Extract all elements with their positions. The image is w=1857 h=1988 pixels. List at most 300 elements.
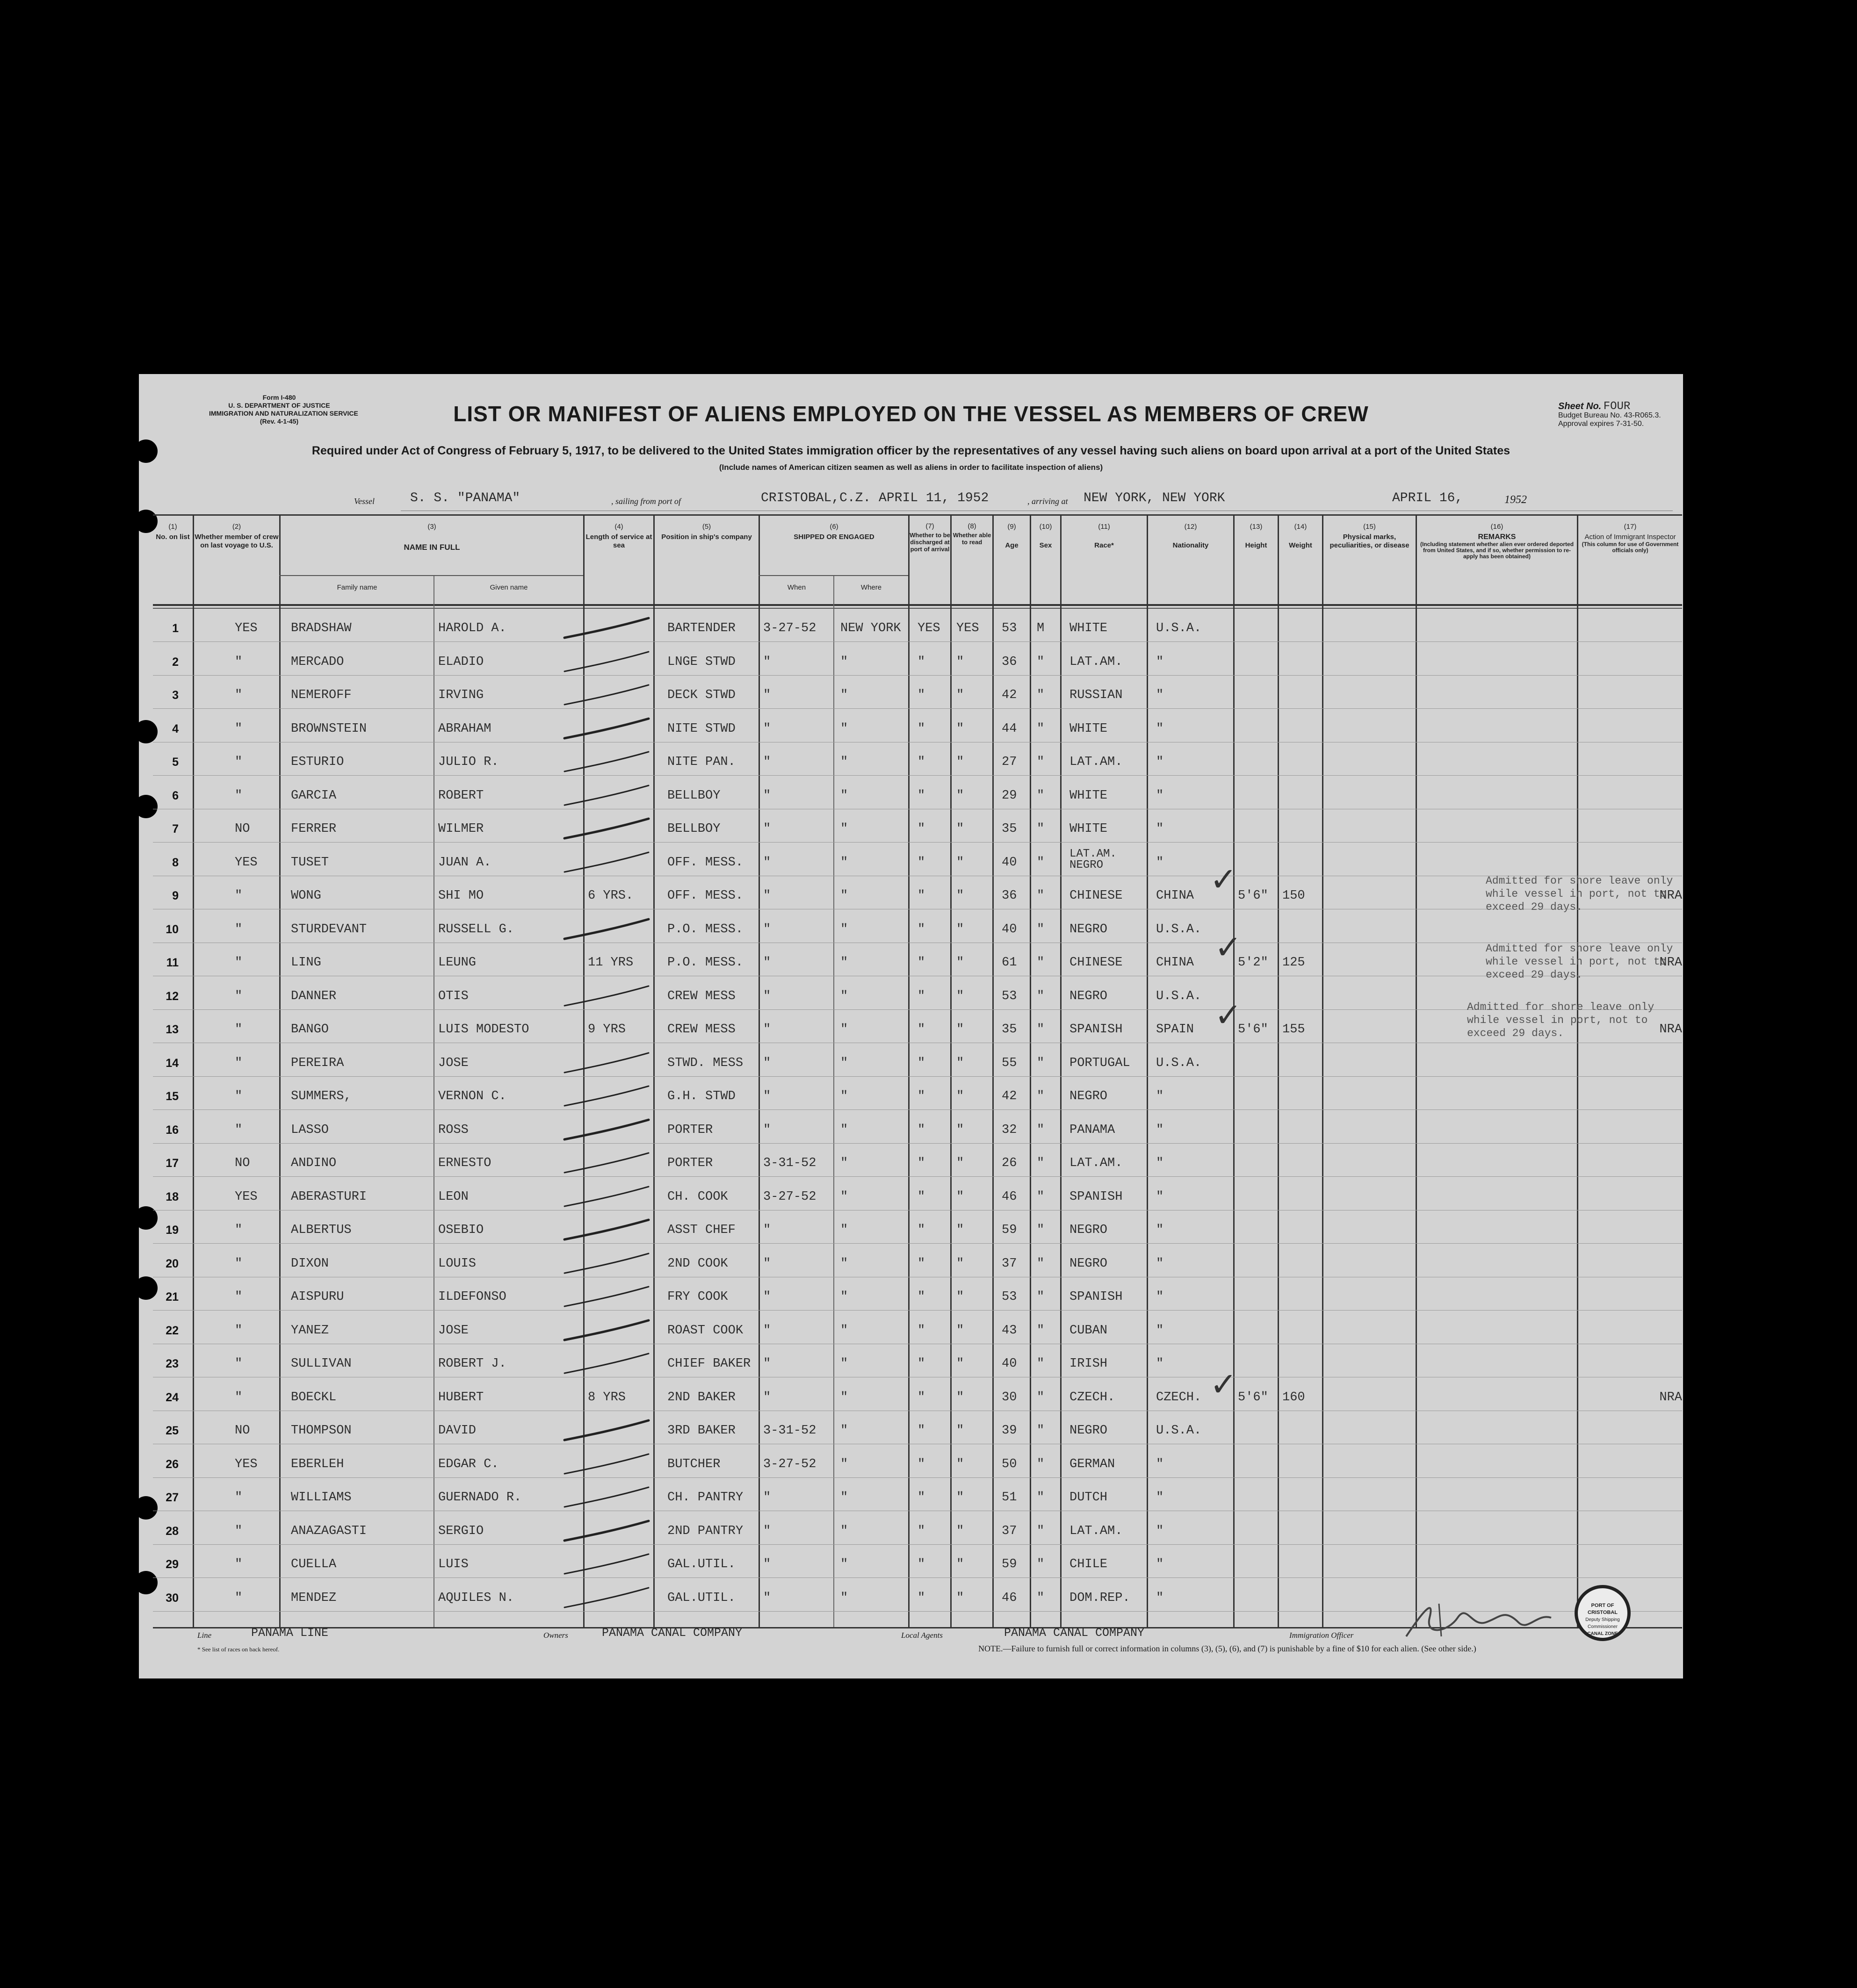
discharged-cell: " (918, 1123, 925, 1137)
given-name-cell: IRVING (438, 688, 484, 702)
shipped-where-cell: " (840, 755, 848, 769)
shipped-where-cell: " (840, 822, 848, 836)
row-number: 3 (172, 689, 179, 702)
discharged-cell: " (918, 788, 925, 803)
given-name-cell: EDGAR C. (438, 1457, 499, 1471)
age-cell: 35 (1002, 1023, 1017, 1037)
shipped-where-cell: " (840, 1290, 848, 1304)
position-cell: PORTER (667, 1156, 713, 1170)
race-cell: CHINESE (1069, 956, 1123, 970)
row-number: 19 (166, 1224, 179, 1237)
sex-cell: " (1037, 889, 1045, 903)
position-cell: BELLBOY (667, 788, 721, 803)
family-name-cell: ABERASTURI (291, 1189, 367, 1204)
checkmark-icon: ✓ (1210, 1365, 1237, 1404)
row-number: 24 (166, 1390, 179, 1404)
race-cell: NEGRO (1069, 989, 1108, 1003)
shipped-when-cell: " (763, 889, 771, 903)
agents-value: PANAMA CANAL COMPANY (1004, 1626, 1145, 1640)
discharged-cell: " (918, 1424, 925, 1438)
row-number: 21 (166, 1290, 179, 1304)
row-number: 17 (166, 1157, 179, 1170)
nationality-cell: " (1156, 788, 1164, 803)
prev-voyage-cell: " (235, 1357, 243, 1371)
document-subnote: (Include names of American citizen seamen as well as aliens in order to facilitate inspection of aliens) (719, 463, 1103, 472)
nationality-cell: SPAIN (1156, 1023, 1194, 1037)
family-name-cell: WILLIAMS (291, 1491, 352, 1505)
family-name-cell: TUSET (291, 855, 329, 870)
row-number: 18 (166, 1190, 179, 1203)
shipped-where-cell: " (840, 1323, 848, 1338)
race-cell: WHITE (1069, 721, 1108, 736)
race-cell: GERMAN (1069, 1457, 1115, 1471)
row-number: 29 (166, 1558, 179, 1571)
sex-cell: " (1037, 1256, 1045, 1271)
prev-voyage-cell: " (235, 1591, 243, 1605)
row-rule (153, 775, 1682, 776)
sex-cell: " (1037, 755, 1045, 769)
read-cell: " (956, 1491, 964, 1505)
pen-stroke (560, 715, 653, 743)
position-cell: BARTENDER (667, 621, 736, 635)
sex-cell: " (1037, 1591, 1045, 1605)
discharged-cell: " (918, 1223, 925, 1237)
age-cell: 46 (1002, 1591, 1017, 1605)
shipped-where-cell: " (840, 1189, 848, 1204)
shipped-where-cell: " (840, 721, 848, 736)
row-rule (153, 1076, 1682, 1077)
position-cell: 3RD BAKER (667, 1424, 736, 1438)
nationality-cell: U.S.A. (1156, 621, 1202, 635)
row-rule (153, 1176, 1682, 1177)
prev-voyage-cell: " (235, 1390, 243, 1405)
age-cell: 26 (1002, 1156, 1017, 1170)
shipped-when-cell: " (763, 688, 771, 702)
nationality-cell: U.S.A. (1156, 989, 1202, 1003)
weight-cell: 150 (1282, 889, 1305, 903)
family-name-cell: ESTURIO (291, 755, 344, 769)
race-cell: LAT.AM. (1069, 1156, 1123, 1170)
prev-voyage-cell: " (235, 922, 243, 936)
sex-cell: " (1037, 788, 1045, 803)
age-cell: 32 (1002, 1123, 1017, 1137)
read-cell: " (956, 889, 964, 903)
shipped-when-cell: " (763, 1089, 771, 1103)
prev-voyage-cell: " (235, 721, 243, 736)
row-number: 1 (172, 622, 179, 635)
position-cell: STWD. MESS (667, 1056, 744, 1070)
read-cell: " (956, 1123, 964, 1137)
sex-cell: " (1037, 1156, 1045, 1170)
read-cell: " (956, 1524, 964, 1538)
nationality-cell: " (1156, 1123, 1164, 1137)
shipped-where-cell: " (840, 1156, 848, 1170)
shipped-where-cell: " (840, 1089, 848, 1103)
sex-cell: " (1037, 1056, 1045, 1070)
sex-cell: " (1037, 1089, 1045, 1103)
position-cell: 2ND BAKER (667, 1390, 736, 1405)
prev-voyage-cell: " (235, 1290, 243, 1304)
shipped-where-cell: " (840, 855, 848, 870)
prev-voyage-cell: " (235, 889, 243, 903)
given-name-cell: LEUNG (438, 956, 477, 970)
sex-cell: " (1037, 688, 1045, 702)
given-name-cell: AQUILES N. (438, 1591, 514, 1605)
family-name-cell: EBERLEH (291, 1457, 344, 1471)
prev-voyage-cell: " (235, 688, 243, 702)
prev-voyage-cell: YES (235, 1189, 258, 1204)
discharged-cell: " (918, 1189, 925, 1204)
family-name-cell: PEREIRA (291, 1056, 344, 1070)
row-number: 23 (166, 1357, 179, 1370)
col-header-action: (17) Action of Immigrant Inspector (This column for use of Government officials only) (1582, 523, 1679, 554)
row-number: 26 (166, 1457, 179, 1471)
punch-hole (134, 1496, 158, 1520)
position-cell: CH. COOK (667, 1189, 728, 1204)
form-revision: (Rev. 4-1-45) (260, 418, 299, 425)
nationality-cell: CZECH. (1156, 1390, 1202, 1405)
given-name-cell: HUBERT (438, 1390, 484, 1405)
shipped-where-cell: " (840, 788, 848, 803)
discharged-cell: " (918, 721, 925, 736)
pen-stroke (560, 1550, 653, 1578)
read-cell: " (956, 855, 964, 870)
family-name-cell: ANAZAGASTI (291, 1524, 367, 1538)
shipped-where-cell: " (840, 956, 848, 970)
row-rule (153, 1310, 1682, 1311)
race-cell: SPANISH (1069, 1290, 1123, 1304)
row-number: 28 (166, 1524, 179, 1538)
read-cell: " (956, 1223, 964, 1237)
remark-row-11: Admitted for shore leave only while vessel in port, not to exceed 29 days. (1486, 943, 1673, 981)
shipped-when-cell: " (763, 956, 771, 970)
shipped-when-cell: 3-27-52 (763, 1189, 817, 1204)
age-cell: 61 (1002, 956, 1017, 970)
shipped-where-cell: " (840, 1491, 848, 1505)
pen-stroke (560, 1450, 653, 1478)
nationality-cell: " (1156, 1223, 1164, 1237)
checkmark-icon: ✓ (1214, 928, 1242, 966)
shipped-when-cell: " (763, 1023, 771, 1037)
remark-row-13: Admitted for shore leave only while vessel in port, not to exceed 29 days. (1467, 1001, 1655, 1039)
officer-signature (1397, 1590, 1575, 1646)
given-name-cell: LUIS MODESTO (438, 1023, 529, 1037)
service-cell: 11 YRS (588, 956, 634, 970)
race-cell: RUSSIAN (1069, 688, 1123, 702)
weight-cell: 160 (1282, 1390, 1305, 1405)
sheet-number-label: Sheet No. (1558, 401, 1602, 411)
prev-voyage-cell: " (235, 655, 243, 669)
read-cell: " (956, 1323, 964, 1338)
read-cell: YES (956, 621, 979, 635)
sheet-number-block (1558, 402, 1661, 428)
read-cell: " (956, 922, 964, 936)
discharged-cell: " (918, 755, 925, 769)
pen-stroke (560, 614, 653, 642)
race-cell: NEGRO (1069, 1424, 1108, 1438)
col-header-discharged: (7) Whether to be discharged at port of arrival (910, 522, 950, 553)
row-number: 10 (166, 922, 179, 936)
weight-cell: 155 (1282, 1023, 1305, 1037)
shipped-when-cell: " (763, 855, 771, 870)
port-of-cristobal-stamp: PORT OF CRISTOBAL Deputy Shipping Commissioner CANAL ZONE (1575, 1585, 1631, 1641)
line-value: PANAMA LINE (251, 1626, 329, 1640)
family-name-cell: DANNER (291, 989, 337, 1003)
shipped-where-cell: " (840, 922, 848, 936)
row-rule (153, 708, 1682, 709)
form-department: U. S. DEPARTMENT OF JUSTICE (228, 402, 330, 409)
discharged-cell: " (918, 1290, 925, 1304)
row-rule (153, 842, 1682, 843)
position-cell: ROAST COOK (667, 1323, 744, 1338)
given-name-cell: ILDEFONSO (438, 1290, 506, 1304)
pen-stroke (560, 915, 653, 944)
race-cell: DOM.REP. (1069, 1591, 1130, 1605)
position-cell: OFF. MESS. (667, 889, 744, 903)
row-number: 30 (166, 1591, 179, 1605)
read-cell: " (956, 1557, 964, 1571)
age-cell: 43 (1002, 1323, 1017, 1338)
immigration-officer-label: Immigration Officer (1289, 1631, 1354, 1640)
family-name-cell: MENDEZ (291, 1591, 337, 1605)
age-cell: 42 (1002, 1089, 1017, 1103)
service-cell: 8 YRS (588, 1390, 626, 1405)
age-cell: 27 (1002, 755, 1017, 769)
row-rule (153, 1477, 1682, 1478)
sex-cell: " (1037, 655, 1045, 669)
shipped-where-cell: " (840, 1591, 848, 1605)
race-cell: NEGRO (1069, 1223, 1108, 1237)
nationality-cell: " (1156, 1089, 1164, 1103)
family-name-cell: BROWNSTEIN (291, 721, 367, 736)
discharged-cell: " (918, 1390, 925, 1405)
shipped-when-cell: " (763, 655, 771, 669)
read-cell: " (956, 1591, 964, 1605)
sex-cell: " (1037, 1390, 1045, 1405)
shipped-when-cell: " (763, 1290, 771, 1304)
budget-bureau-no: Budget Bureau No. 43-R065.3. (1558, 411, 1661, 419)
race-cell: DUTCH (1069, 1491, 1108, 1505)
pen-stroke (560, 1584, 653, 1612)
race-cell: PANAMA (1069, 1123, 1115, 1137)
sex-cell: " (1037, 855, 1045, 870)
discharged-cell: " (918, 655, 925, 669)
read-cell: " (956, 721, 964, 736)
position-cell: GAL.UTIL. (667, 1557, 736, 1571)
race-cell: NEGRO (1069, 922, 1108, 936)
pen-stroke (560, 849, 653, 877)
shipped-when-cell: " (763, 822, 771, 836)
nationality-cell: " (1156, 1524, 1164, 1538)
discharged-cell: " (918, 956, 925, 970)
race-cell: CHILE (1069, 1557, 1108, 1571)
discharged-cell: " (918, 1357, 925, 1371)
nationality-cell: " (1156, 1591, 1164, 1605)
prev-voyage-cell: " (235, 788, 243, 803)
approval-expiry: Approval expires 7-31-50. (1558, 420, 1644, 428)
position-cell: NITE PAN. (667, 755, 736, 769)
race-cell: CHINESE (1069, 889, 1123, 903)
discharged-cell: " (918, 688, 925, 702)
col-header-sex: (10) Sex (1039, 523, 1052, 549)
shipped-when-cell: 3-31-52 (763, 1156, 817, 1170)
row-rule (153, 1109, 1682, 1110)
age-cell: 35 (1002, 822, 1017, 836)
race-cell: CUBAN (1069, 1323, 1108, 1338)
family-name-cell: FERRER (291, 822, 337, 836)
races-footnote: * See list of races on back hereof. (197, 1646, 280, 1653)
discharged-cell: " (918, 1256, 925, 1271)
nationality-cell: " (1156, 1557, 1164, 1571)
prev-voyage-cell: " (235, 956, 243, 970)
nationality-cell: " (1156, 721, 1164, 736)
position-cell: PORTER (667, 1123, 713, 1137)
discharged-cell: " (918, 1056, 925, 1070)
action-cell: NRA (1659, 889, 1682, 903)
position-cell: LNGE STWD (667, 655, 736, 669)
col-header-when: When (787, 583, 806, 591)
shipped-where-cell: " (840, 1390, 848, 1405)
nationality-cell: U.S.A. (1156, 1056, 1202, 1070)
shipped-when-cell: " (763, 922, 771, 936)
given-name-cell: HAROLD A. (438, 621, 506, 635)
prev-voyage-cell: " (235, 1256, 243, 1271)
discharged-cell: " (918, 1591, 925, 1605)
family-name-cell: THOMPSON (291, 1424, 352, 1438)
service-cell: 6 YRS. (588, 889, 634, 903)
nationality-cell: " (1156, 1189, 1164, 1204)
row-number: 6 (172, 789, 179, 802)
sex-cell: " (1037, 721, 1045, 736)
given-name-cell: WILMER (438, 822, 484, 836)
vessel-label: Vessel (354, 497, 375, 506)
nationality-cell: " (1156, 1290, 1164, 1304)
family-name-cell: YANEZ (291, 1323, 329, 1338)
shipped-where-cell: " (840, 1357, 848, 1371)
position-cell: CREW MESS (667, 1023, 736, 1037)
race-cell: PORTUGAL (1069, 1056, 1130, 1070)
sex-cell: " (1037, 1223, 1045, 1237)
family-name-cell: DIXON (291, 1256, 329, 1271)
document-title: LIST OR MANIFEST OF ALIENS EMPLOYED ON THE VESSEL AS MEMBERS OF CREW (453, 402, 1369, 426)
read-cell: " (956, 1457, 964, 1471)
manifest-sheet (139, 374, 1683, 1678)
arrival-year: 1952 (1504, 494, 1527, 506)
nationality-cell: " (1156, 755, 1164, 769)
sex-cell: " (1037, 822, 1045, 836)
family-name-cell: NEMEROFF (291, 688, 352, 702)
given-name-cell: JUAN A. (438, 855, 491, 870)
shipped-where-cell: " (840, 1557, 848, 1571)
read-cell: " (956, 1156, 964, 1170)
prev-voyage-cell: " (235, 989, 243, 1003)
shipped-where-cell: " (840, 688, 848, 702)
punch-hole (134, 1571, 158, 1594)
pen-stroke (560, 1283, 653, 1311)
pen-stroke (560, 1116, 653, 1144)
given-name-cell: VERNON C. (438, 1089, 506, 1103)
shipped-when-cell: " (763, 1524, 771, 1538)
pen-stroke (560, 1417, 653, 1445)
position-cell: OFF. MESS. (667, 855, 744, 870)
race-cell: CZECH. (1069, 1390, 1115, 1405)
col-header-height: (13) Height (1245, 523, 1267, 549)
row-rule (153, 1143, 1682, 1144)
nationality-cell: CHINA (1156, 889, 1194, 903)
sex-cell: " (1037, 1491, 1045, 1505)
sex-cell: " (1037, 989, 1045, 1003)
shipped-where-cell: " (840, 1524, 848, 1538)
prev-voyage-cell: NO (235, 1424, 250, 1438)
age-cell: 53 (1002, 1290, 1017, 1304)
given-name-cell: ROBERT (438, 788, 484, 803)
pen-stroke (560, 1149, 653, 1177)
col-header-name: (3) NAME IN FULL (404, 523, 460, 552)
position-cell: DECK STWD (667, 688, 736, 702)
shipped-when-cell: " (763, 1390, 771, 1405)
sex-cell: " (1037, 1357, 1045, 1371)
shipped-when-cell: " (763, 1323, 771, 1338)
row-number: 2 (172, 655, 179, 669)
given-name-cell: ERNESTO (438, 1156, 491, 1170)
row-rule (153, 1243, 1682, 1244)
position-cell: 2ND PANTRY (667, 1524, 744, 1538)
read-cell: " (956, 822, 964, 836)
read-cell: " (956, 1023, 964, 1037)
action-cell: NRA (1659, 1390, 1682, 1405)
discharged-cell: " (918, 1023, 925, 1037)
shipped-where-cell: " (840, 889, 848, 903)
discharged-cell: " (918, 922, 925, 936)
prev-voyage-cell: NO (235, 822, 250, 836)
row-number: 15 (166, 1090, 179, 1103)
agents-label: Local Agents (901, 1631, 943, 1640)
age-cell: 59 (1002, 1557, 1017, 1571)
checkmark-icon: ✓ (1214, 996, 1242, 1034)
race-cell: NEGRO (1069, 1256, 1108, 1271)
row-number: 14 (166, 1056, 179, 1070)
nationality-cell: " (1156, 822, 1164, 836)
shipped-when-cell: " (763, 1591, 771, 1605)
shipped-when-cell: 3-27-52 (763, 621, 817, 635)
row-number: 20 (166, 1257, 179, 1270)
arrival-port: NEW YORK, NEW YORK (1084, 491, 1225, 505)
read-cell: " (956, 688, 964, 702)
service-cell: 9 YRS (588, 1023, 626, 1037)
nationality-cell: U.S.A. (1156, 1424, 1202, 1438)
position-cell: CREW MESS (667, 989, 736, 1003)
age-cell: 36 (1002, 889, 1017, 903)
pen-stroke (560, 1517, 653, 1545)
prev-voyage-cell: " (235, 1323, 243, 1338)
col-header-family-name: Family name (337, 583, 377, 591)
form-service: IMMIGRATION AND NATURALIZATION SERVICE (209, 410, 358, 417)
prev-voyage-cell: " (235, 1223, 243, 1237)
pen-stroke (560, 748, 653, 776)
prev-voyage-cell: YES (235, 1457, 258, 1471)
race-cell: WHITE (1069, 621, 1108, 635)
col-header-physical-marks: (15) Physical marks, peculiarities, or disease (1330, 523, 1409, 549)
position-cell: P.O. MESS. (667, 922, 744, 936)
family-name-cell: BRADSHAW (291, 621, 352, 635)
nationality-cell: " (1156, 855, 1164, 870)
read-cell: " (956, 755, 964, 769)
shipped-when-cell: " (763, 1223, 771, 1237)
family-name-cell: CUELLA (291, 1557, 337, 1571)
col-header-read: (8) Whether able to read (953, 522, 991, 546)
pen-stroke (560, 815, 653, 843)
sex-cell: " (1037, 1290, 1045, 1304)
